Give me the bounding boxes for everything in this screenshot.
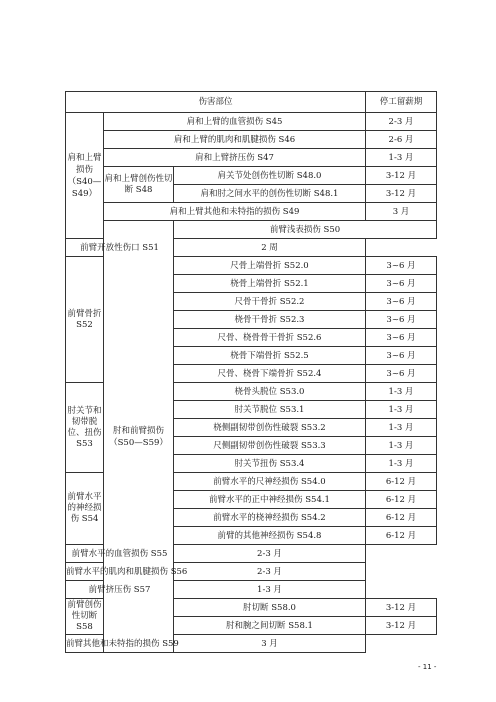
row-leave: 1-3 月 [366,437,437,455]
row-label: 尺侧副韧带创伤性破裂 S53.3 [174,437,366,455]
row-label: 前臂的其他神经损伤 S54.8 [174,527,366,545]
group-shoulder: 肩和上臂损伤（S40—S49） [66,113,104,239]
row-label: 肩关节处创伤性切断 S48.0 [174,167,366,185]
row-leave: 2 周 [174,239,366,257]
group-elbow: 肘和前臂损伤（S50—S59） [104,221,174,653]
row-leave: 1-3 月 [366,149,437,167]
row-leave: 6-12 月 [366,509,437,527]
row-leave: 6-12 月 [366,473,437,491]
row-leave: 3 月 [366,203,437,221]
row-leave: 3~6 月 [366,311,437,329]
row-label: 肘关节脱位 S53.1 [174,401,366,419]
row-leave: 1-3 月 [174,581,366,599]
row-leave: 2-3 月 [174,545,366,563]
row-leave: 3~6 月 [366,365,437,383]
header-part: 伤害部位 [66,92,366,113]
row-label: 前臂开放性伤口 S51 [66,239,174,257]
table-row [66,239,437,257]
row-label: 前臂其他和未特指的损伤 S59 [66,635,174,653]
table-row [66,203,437,221]
subgroup-s54: 前臂水平的神经损伤 S54 [66,473,104,545]
row-leave: 2-3 月 [366,113,437,131]
row-label: 尺骨上端骨折 S52.0 [174,257,366,275]
page-number: - 11 - [418,663,437,671]
row-label: 肩和上臂的肌肉和肌腱损伤 S46 [104,131,366,149]
row-leave: 3~6 月 [366,293,437,311]
row-label: 前臂水平的桡神经损伤 S54.2 [174,509,366,527]
row-label: 桡骨上端骨折 S52.1 [174,275,366,293]
row-label: 桡侧副韧带创伤性破裂 S53.2 [174,419,366,437]
row-label: 桡骨干骨折 S52.3 [174,311,366,329]
row-label: 肩和上臂其他和未特指的损伤 S49 [104,203,366,221]
row-label: 肩和上臂挤压伤 S47 [104,149,366,167]
row-label: 肘关节扭伤 S53.4 [174,455,366,473]
table-row [66,635,437,653]
table-header-row [66,92,437,113]
row-label: 肘和腕之间切断 S58.1 [174,617,366,635]
row-leave: 3~6 月 [366,257,437,275]
row-leave: 3-12 月 [366,617,437,635]
row-label: 肩和上臂的血管损伤 S45 [104,113,366,131]
row-label: 前臂水平的血管损伤 S55 [66,545,174,563]
row-leave: 2-3 月 [174,563,366,581]
table-row [66,131,437,149]
row-leave: 3~6 月 [366,275,437,293]
injury-leave-table [65,91,437,653]
row-label: 前臂水平的肌肉和肌腱损伤 S56 [66,563,174,581]
table-row [66,545,437,563]
table-row [66,113,437,131]
row-label: 前臂水平的正中神经损伤 S54.1 [174,491,366,509]
row-leave: 1-3 月 [366,419,437,437]
row-leave: 1-3 月 [366,383,437,401]
row-leave: 6-12 月 [366,527,437,545]
row-leave: 6-12 月 [366,491,437,509]
row-label: 桡骨头脱位 S53.0 [174,383,366,401]
row-leave: 3-12 月 [366,167,437,185]
row-label: 前臂浅表损伤 S50 [174,221,437,239]
row-leave: 3-12 月 [366,599,437,617]
subgroup-s52: 前臂骨折 S52 [66,257,104,383]
row-label: 尺骨干骨折 S52.2 [174,293,366,311]
row-label: 肘切断 S58.0 [174,599,366,617]
row-label: 肩和肘之间水平的创伤性切断 S48.1 [174,185,366,203]
table-row [66,221,437,239]
subgroup-s58: 前臂创伤性切断 S58 [66,599,104,635]
subgroup-s48: 肩和上臂创伤性切断 S48 [104,167,174,203]
table-row [66,563,437,581]
row-leave: 2-6 月 [366,131,437,149]
table-row [66,149,437,167]
row-leave: 1-3 月 [366,455,437,473]
row-leave: 3 月 [174,635,366,653]
row-leave: 3~6 月 [366,347,437,365]
row-label: 前臂挤压伤 S57 [66,581,174,599]
header-leave: 停工留薪期 [366,92,437,113]
subgroup-s53: 肘关节和韧带脱位、扭伤 S53 [66,383,104,473]
table-row [66,167,437,185]
row-label: 尺骨、桡骨骨干骨折 S52.6 [174,329,366,347]
row-label: 前臂水平的尺神经损伤 S54.0 [174,473,366,491]
row-leave: 1-3 月 [366,401,437,419]
table-row [66,581,437,599]
row-leave: 3~6 月 [366,329,437,347]
row-leave: 3-12 月 [366,185,437,203]
row-label: 桡骨下端骨折 S52.5 [174,347,366,365]
row-label: 尺骨、桡骨下端骨折 S52.4 [174,365,366,383]
